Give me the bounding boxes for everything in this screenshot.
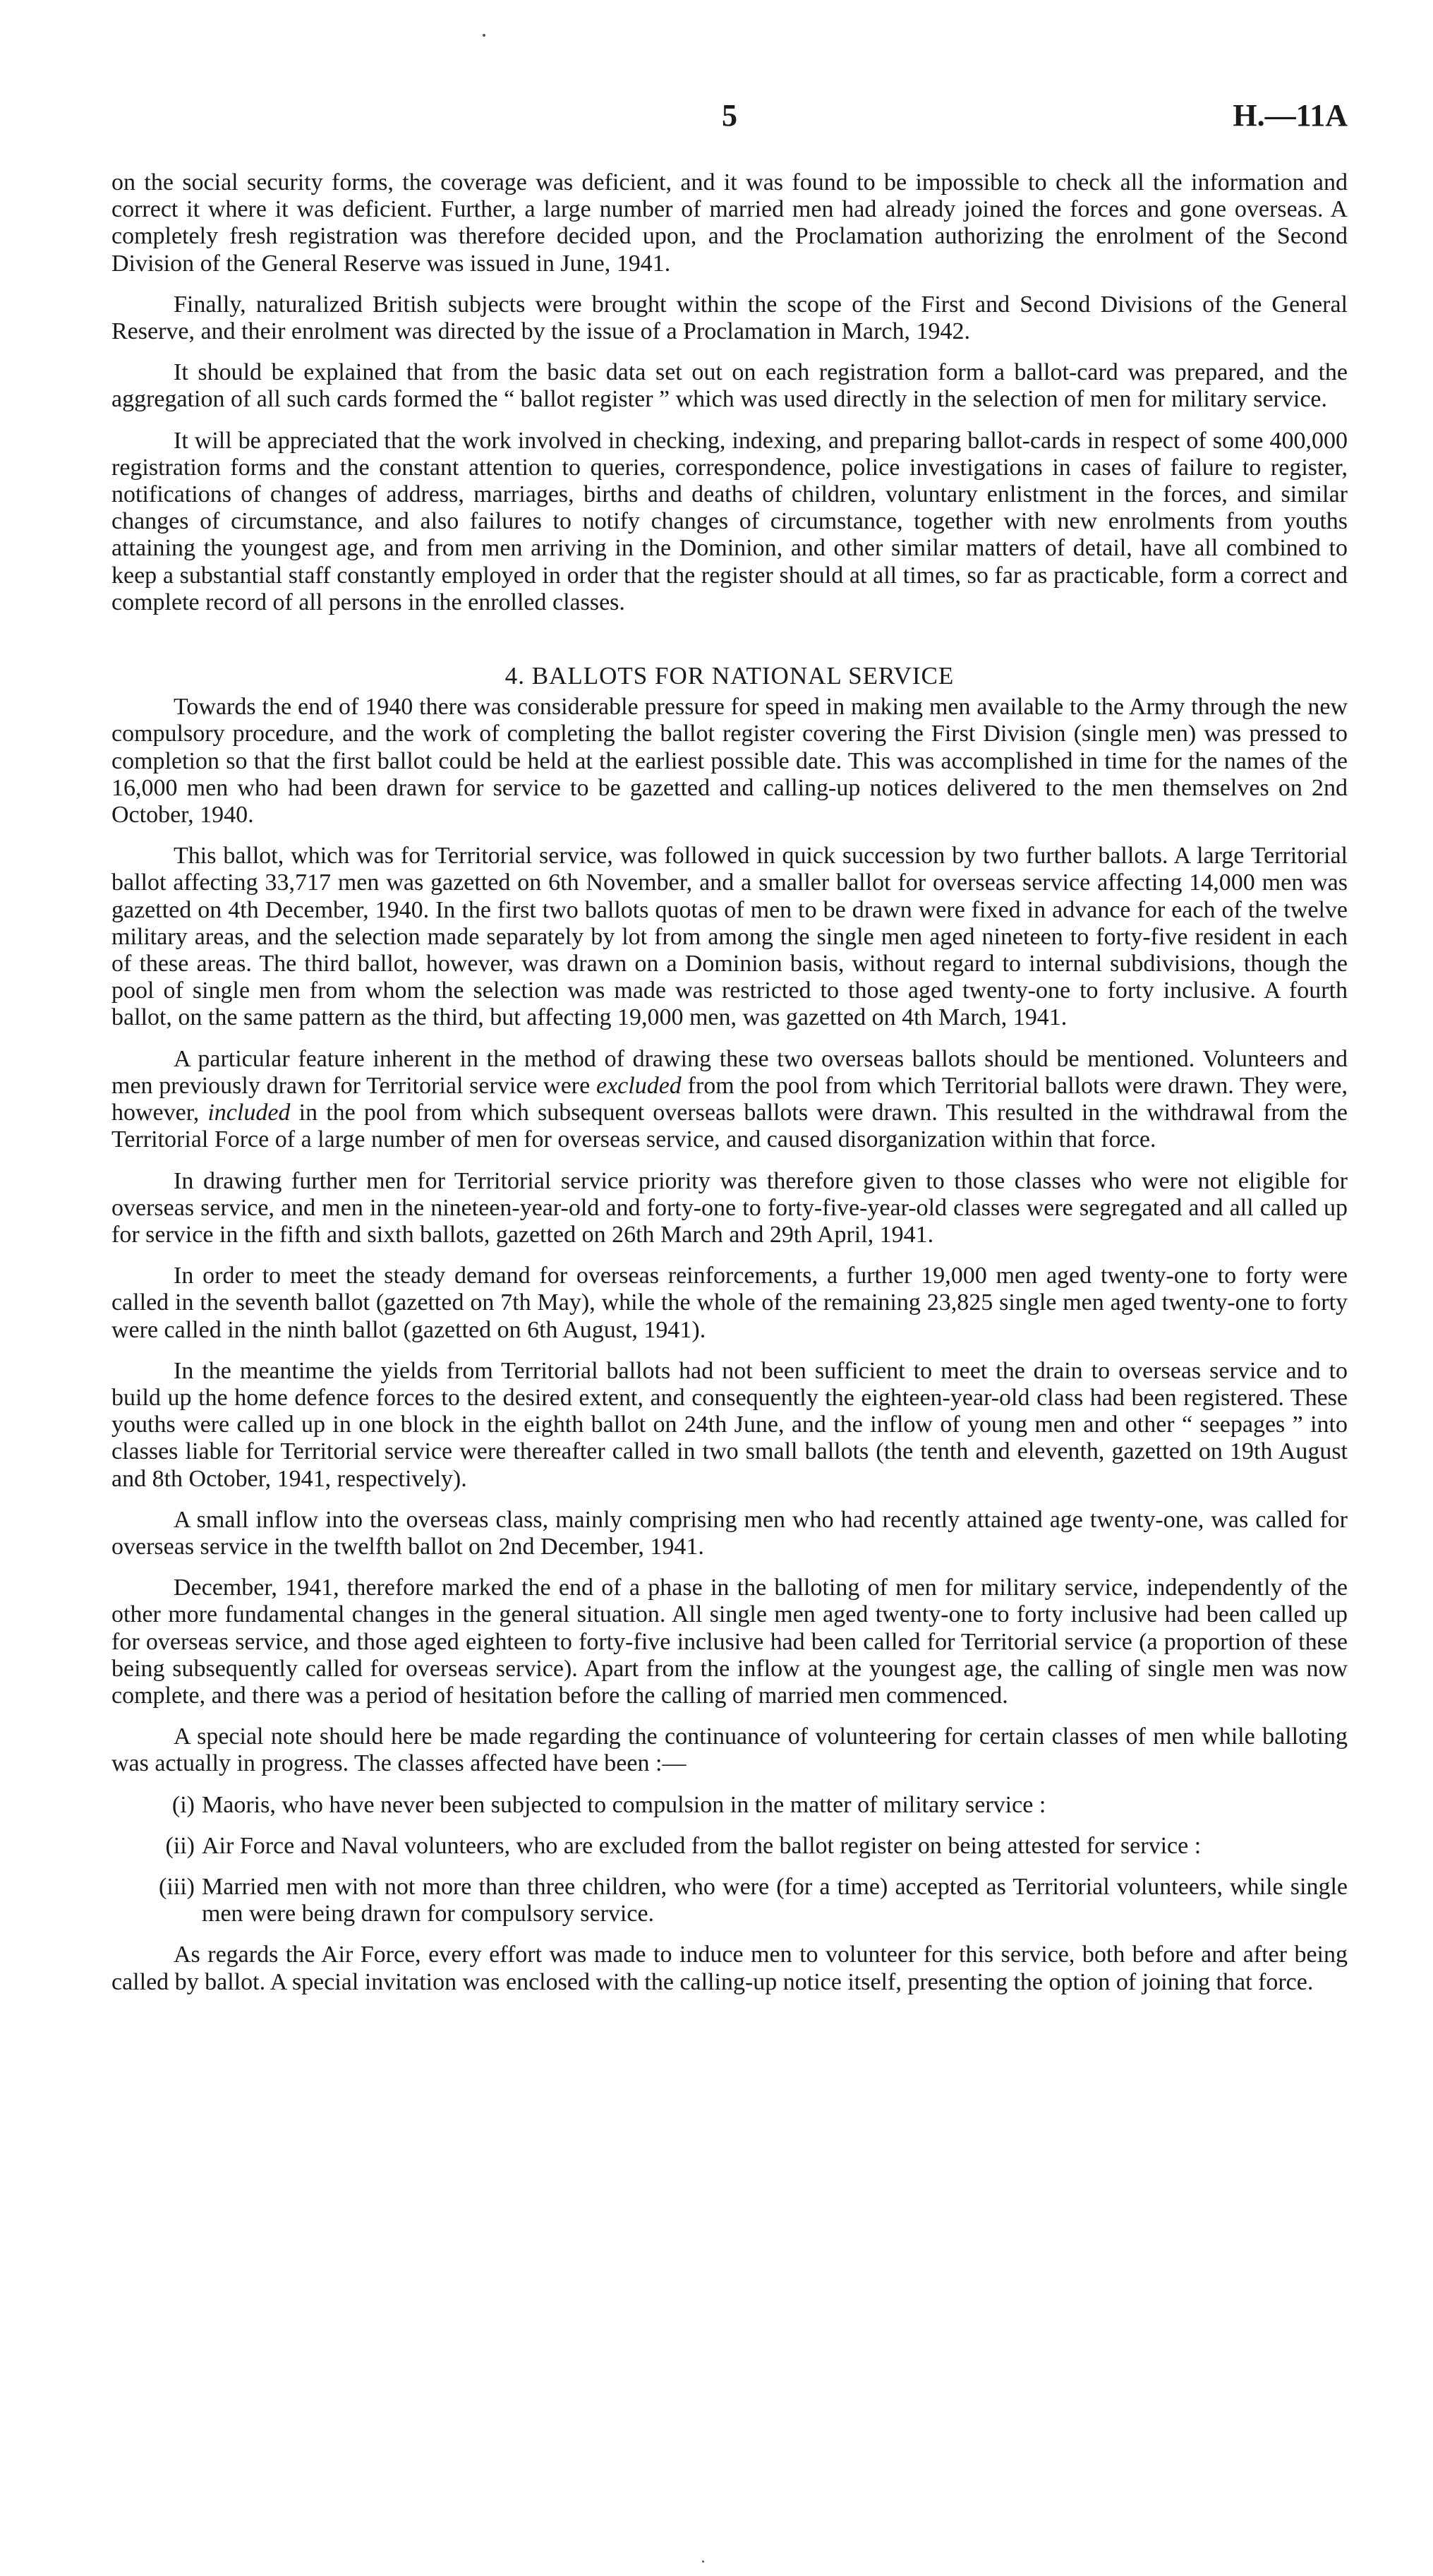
paragraph-with-emphasis <box>111 1046 1348 1154</box>
paragraph: This ballot, which was for Territorial service, was followed in quick succession by two further ballots. A large Territorial ballot affecting 33,717 men was gazetted on 6th November, and a smaller ballot for overseas service affecting 14,000 men was gazetted on 4th December, 1940. In the first two ballots quotas of men to be drawn were fixed in advance for each of the twelve military areas, and the selection made separately by lot from among the single men aged nineteen to forty-five resident in each of these areas. The third ballot, however, was drawn on a Dominion basis, without regard to internal subdivisions, though the pool of single men from whom the selection was made was restricted to those aged twenty-one to forty inclusive. A fourth ballot, on the same pattern as the third, but affecting 19,000 men, was gazetted on 4th March, 1941. <box>111 843 1348 1031</box>
paragraph: In order to meet the steady demand for overseas reinforcements, a further 19,000 men aged twenty-one to forty were called in the seventh ballot (gazetted on 7th May), while the whole of the remaining 23,825 single men aged twenty-one to forty were called in the ninth ballot (gazetted on 6th August, 1941). <box>111 1263 1348 1343</box>
emphasis-excluded: excluded <box>595 1072 682 1099</box>
page-header <box>111 97 1348 140</box>
list-marker: (i) <box>171 1791 195 1818</box>
paragraph: As regards the Air Force, every effort was made to induce men to volunteer for this service, both before and after being called by ballot. A special invitation was enclosed with the calling-up notice itself, presenting the option of joining that force. <box>111 1942 1348 1995</box>
document-reference: H.—11A <box>1233 98 1348 133</box>
emphasis-included: included <box>207 1100 291 1126</box>
paragraph: on the social security forms, the coverage was deficient, and it was found to be impossible to check all the information and correct it where it was deficient. Further, a large number of married men had already joined the forces and gone overseas. A completely fresh registration was therefore decided upon, and the Proclamation authorizing the enrolment of the Second Division of the General Reserve was issued in June, 1941. <box>111 169 1348 277</box>
list-item-text: Married men with not more than three children, who were (for a time) accepted as Territorial volunteers, while single men were being drawn for compulsory service. <box>202 1873 1348 1927</box>
paragraph: Towards the end of 1940 there was considerable pressure for speed in making men available to the Army through the new compulsory procedure, and the work of completing the ballot register covering the First Division (single men) was pressed to completion so that the first ballot could be held at the earliest possible date. This was accomplished in time for the names of the 16,000 men who had been drawn for service to be gazetted and calling-up notices delivered to the men themselves on 2nd October, 1940. <box>111 694 1348 829</box>
paragraph: Finally, naturalized British subjects were brought within the scope of the First and Second Divisions of the General Reserve, and their enrolment was directed by the issue of a Proclamation in March, 1942. <box>111 291 1348 345</box>
scan-speck <box>702 2560 704 2563</box>
paragraph: It should be explained that from the basic data set out on each registration form a ballot-card was prepared, and the aggregation of all such cards formed the “ ballot register ” which was used directly in the selection of men for military service. <box>111 359 1348 413</box>
paragraph: December, 1941, therefore marked the end of a phase in the balloting of men for military service, independently of the other more fundamental changes in the general situation. All single men aged twenty-one to forty inclusive had been called up for overseas service, and those aged eighteen to forty-five inclusive had been called for Territorial service (a proportion of these being subsequently called for overseas service). Apart from the inflow at the youngest age, the calling of single men was now complete, and there was a period of hesitation before the calling of married men commenced. <box>111 1575 1348 1709</box>
page-number: 5 <box>722 98 737 133</box>
paragraph: In drawing further men for Territorial service priority was therefore given to those classes who were not eligible for overseas service, and men in the nineteen-year-old and forty-one to forty-five-year-old classes were segregated and all called up for service in the fifth and sixth ballots, gazetted on 26th March and 29th April, 1941. <box>111 1167 1348 1248</box>
paragraph: A special note should here be made regarding the continuance of volunteering for certain classes of men while balloting was actually in progress. The classes affected have been :— <box>111 1723 1348 1777</box>
list-item <box>111 1833 1348 1860</box>
paragraph-segment: A particular feature inherent in the method of drawing these two overseas ballots should be mentioned. Volunteers and men previously drawn for Territorial service were <box>111 1045 1348 1099</box>
list-marker: (iii) <box>159 1873 195 1900</box>
scan-speck <box>483 34 485 37</box>
paragraph: In the meantime the yields from Territorial ballots had not been sufficient to meet the drain to overseas service and to build up the home defence forces to the desired extent, and consequently the eighteen-year-old class had been registered. These youths were called up in one block in the eighth ballot on 24th June, and the inflow of young men and other “ seepages ” into classes liable for Territorial service were thereafter called in two small ballots (the tenth and eleventh, gazetted on 19th August and 8th October, 1941, respectively). <box>111 1357 1348 1492</box>
paragraph-segment: from the pool from which Territorial ballots were drawn. They were, however, <box>111 1072 1348 1126</box>
paragraph: A small inflow into the overseas class, mainly comprising men who had recently attained age twenty-one, was called for overseas service in the twelfth ballot on 2nd December, 1941. <box>111 1506 1348 1560</box>
body-text <box>111 169 1348 2010</box>
list-item <box>111 1792 1348 1819</box>
list-item-text: Maoris, who have never been subjected to compulsion in the matter of military service : <box>202 1791 1046 1818</box>
paragraph-segment: in the pool from which subsequent overseas ballots were drawn. This resulted in the withdrawal from the Territorial Force of a large number of men for overseas service, and caused disorganization within that force. <box>111 1100 1348 1153</box>
section-heading: 4. BALLOTS FOR NATIONAL SERVICE <box>504 662 955 690</box>
list-marker: (ii) <box>165 1832 195 1859</box>
paragraph: It will be appreciated that the work involved in checking, indexing, and preparing ballot-cards in respect of some 400,000 registration forms and the constant attention to queries, correspondence, police investigations in cases of failure to register, notifications of changes of address, marriages, births and deaths of children, voluntary enlistment in the forces, and similar changes of circumstance, and also failures to notify changes of circumstance, together with new enrolments from youths attaining the youngest age, and from men arriving in the Dominion, and other similar matters of detail, have all combined to keep a substantial staff constantly employed in order that the register should at all times, so far as practicable, form a correct and complete record of all persons in the enrolled classes. <box>111 427 1348 615</box>
list-item-text: Air Force and Naval volunteers, who are excluded from the ballot register on being attested for service : <box>202 1832 1202 1859</box>
list-item <box>111 1874 1348 1927</box>
